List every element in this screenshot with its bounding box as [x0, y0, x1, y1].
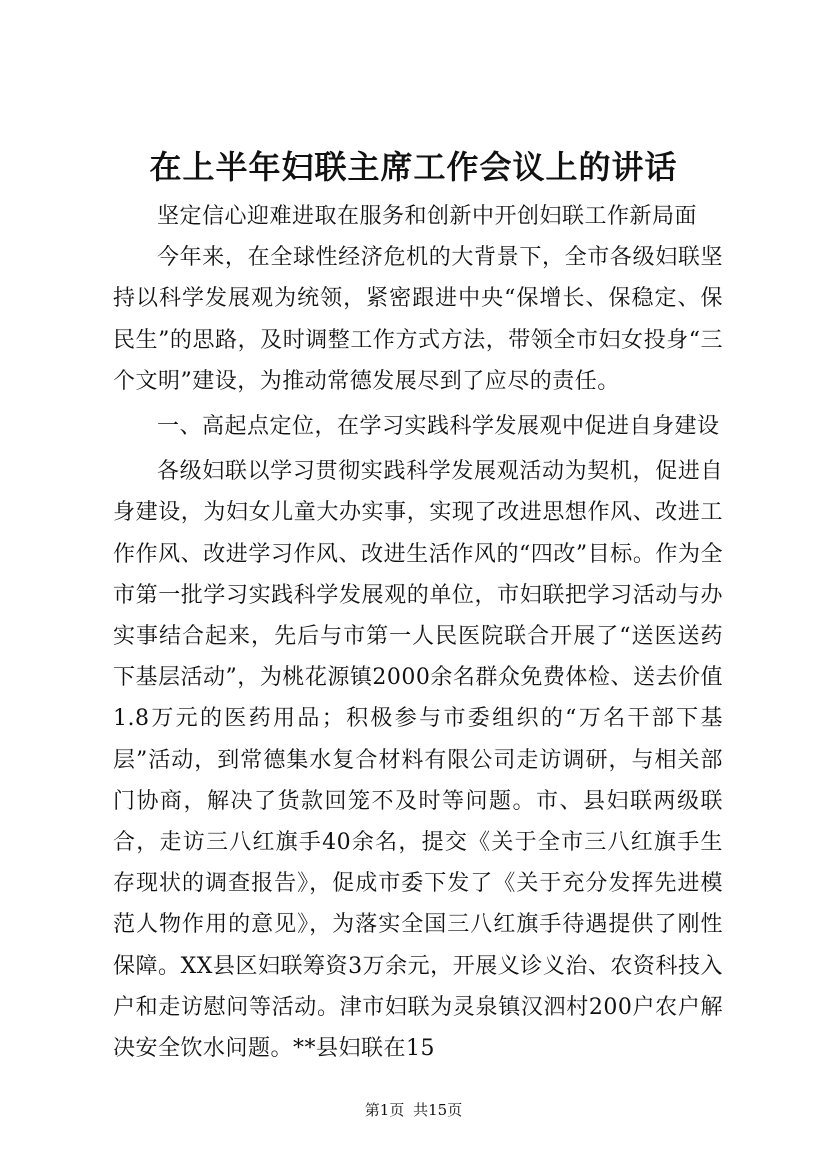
- paragraph: 今年来，在全球性经济危机的大背景下，全市各级妇联坚持以科学发展观为统领，紧密跟进中央“保增长、保稳定、保民生”的思路，及时调整工作方式方法，带领全市妇女投身“三个文明”建设，为推动常德发展尽到了应尽的责任。: [113, 245, 723, 394]
- page-number: 第1页: [364, 1101, 405, 1119]
- paragraph: 各级妇联以学习贯彻实践科学发展观活动为契机，促进自身建设，为妇女儿童大办实事，实现了改进思想作风、改进工作作风、改进学习作风、改进生活作风的“四改”目标。作为全市第一批学习实践科学发展观的单位，市妇联把学习活动与办实事结合起来，先后与市第一人民医院联合开展了“送医送药下基层活动”，为桃花源镇2000余名群众免费体检、送去价值1.8万元的医药用品；积极参与市委组织的“万名干部下基层”活动，到常德集水复合材料有限公司走访调研，与相关部门协商，解决了货款回笼不及时等问题。市、县妇联两级联合，走访三八红旗手40余名，提交《关于全市三八红旗手生存现状的调查报告》，促成市委下发了《关于充分发挥先进模范人物作用的意见》，为落实全国三八红旗手待遇提供了刚性保障。XX县区妇联筹资3万余元，开展义诊义治、农资科技入户和走访慰问等活动。津市妇联为灵泉镇汉泗村200户农户解决安全饮水问题。**县妇联在15: [113, 459, 723, 1062]
- document-body: [113, 196, 723, 1069]
- section-heading: 一、高起点定位，在学习实践科学发展观中促进自身建设: [157, 414, 720, 440]
- document-title: 在上半年妇联主席工作会议上的讲话: [149, 148, 678, 186]
- page-footer: [0, 1100, 827, 1120]
- page-total: 共15页: [413, 1101, 463, 1119]
- document-subtitle: 坚定信心迎难进取在服务和创新中开创妇联工作新局面: [157, 204, 698, 229]
